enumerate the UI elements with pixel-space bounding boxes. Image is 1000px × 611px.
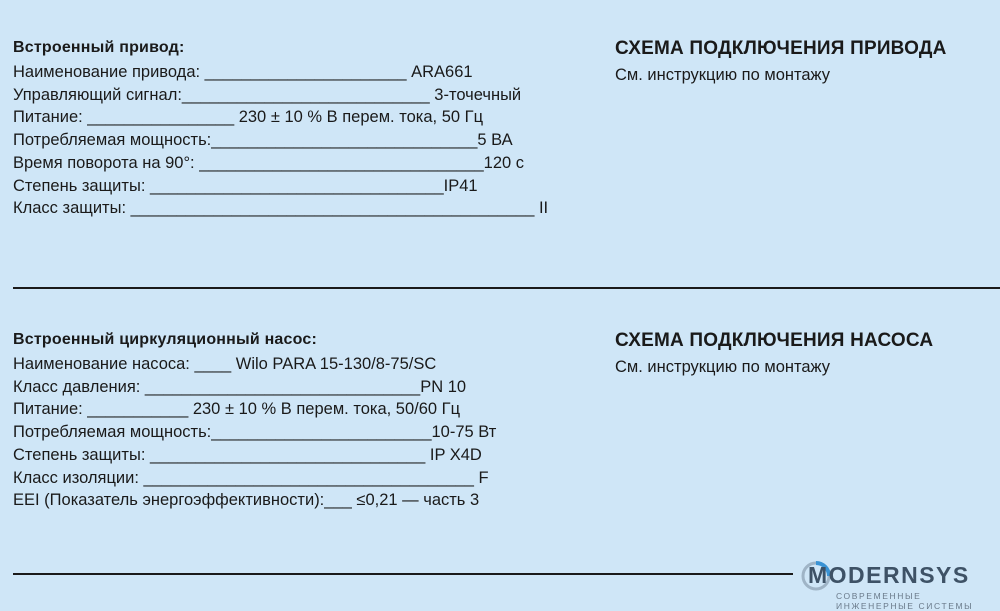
spec-line: Питание: ________________ 230 ± 10 % В перем. тока, 50 Гц	[13, 108, 484, 127]
actuator-title: Встроенный привод:	[13, 39, 185, 56]
spec-line: Степень защиты: ________________________________IP41	[13, 176, 478, 195]
actuator-diagram-heading	[615, 38, 947, 85]
spec-line: Наименование насоса: ____ Wilo PARA 15-130/8-75/SC	[13, 355, 437, 373]
spec-line: Время поворота на 90°: _______________________________120 с	[13, 153, 525, 172]
spec-line: Класс изоляции: ____________________________________ F	[13, 468, 489, 487]
section-divider	[13, 573, 793, 575]
spec-line: Наименование привода: ______________________ ARA661	[13, 63, 473, 81]
actuator-specs	[13, 39, 548, 220]
actuator-diagram-title: СХЕМА ПОДКЛЮЧЕНИЯ ПРИВОДА	[615, 38, 947, 59]
spec-line: EEI (Показатель энергоэффективности):___ ≤0,21 — часть 3	[13, 491, 480, 510]
spec-line: Питание: ___________ 230 ± 10 % В перем. тока, 50/60 Гц	[13, 400, 461, 419]
spec-line: Потребляемая мощность:_____________________________5 ВА	[13, 131, 513, 150]
section-divider	[13, 287, 1000, 289]
pump-diagram-title: СХЕМА ПОДКЛЮЧЕНИЯ НАСОСА	[615, 330, 934, 351]
spec-line: Управляющий сигнал:___________________________ 3-точечный	[13, 85, 522, 104]
pump-diagram-heading	[615, 330, 933, 377]
logo-tagline: СОВРЕМЕННЫЕ ИНЖЕНЕРНЫЕ СИСТЕМЫ	[836, 591, 974, 611]
pump-specs	[13, 331, 496, 512]
spec-line: Класс защиты: ____________________________________________ II	[13, 199, 549, 218]
brand-logo	[800, 556, 1000, 611]
spec-line: Потребляемая мощность:________________________10-75 Вт	[13, 423, 497, 442]
actuator-diagram-note: См. инструкцию по монтажу	[615, 66, 830, 84]
spec-line: Степень защиты: ______________________________ IP X4D	[13, 445, 482, 464]
pump-diagram-note: См. инструкцию по монтажу	[615, 358, 830, 376]
spec-line: Класс давления: ______________________________PN 10	[13, 377, 467, 396]
logo-name: MODERNSYS	[808, 562, 970, 588]
pump-title: Встроенный циркуляционный насос:	[13, 331, 318, 348]
